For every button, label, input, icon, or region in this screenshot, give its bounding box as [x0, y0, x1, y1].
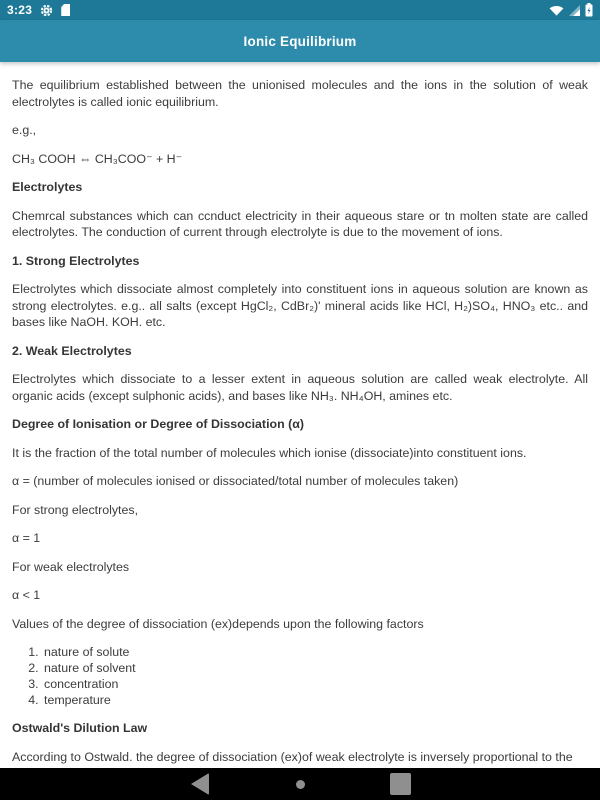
- degree-of-ionisation-heading: Degree of Ionisation or Degree of Dissociation (α): [12, 417, 304, 431]
- factors-list: [12, 644, 588, 708]
- content-area[interactable]: [0, 62, 600, 768]
- ostwald-heading: Ostwald's Dilution Law: [12, 721, 148, 735]
- recents-icon: [390, 773, 411, 795]
- settings-gear-icon: [40, 4, 53, 17]
- weak-condition-label: For weak electrolytes: [12, 559, 130, 574]
- intro-paragraph: The equilibrium established between the unionised molecules and the ions in the solution of weak electrolytes is called ionic equilibrium.: [12, 78, 588, 109]
- strong-condition-value: α = 1: [12, 531, 41, 545]
- acetic-acid-formula: CH₃ COOH ⇔ CH₃COO⁻ + H⁻: [12, 151, 183, 166]
- list-item: 4. temperature: [42, 692, 588, 708]
- electrolytes-heading: Electrolytes: [12, 180, 83, 194]
- back-icon: [191, 773, 209, 795]
- wifi-icon: [549, 5, 564, 16]
- strong-electrolytes-heading: 1. Strong Electrolytes: [12, 253, 140, 268]
- list-item: 3. concentration: [42, 676, 588, 692]
- cell-signal-icon: [569, 5, 580, 16]
- home-button[interactable]: [250, 768, 350, 800]
- ostwald-paragraph: According to Ostwald. the degree of dissociation (ex)of weak electrolyte is inversely proportional to the: [12, 749, 573, 764]
- alpha-definition: α = (number of molecules ionised or dissociated/total number of molecules taken): [12, 474, 459, 488]
- degree-definition-paragraph: It is the fraction of the total number of molecules which ionise (dissociate)into constituent ions.: [12, 445, 527, 460]
- factors-intro: Values of the degree of dissociation (ex)depends upon the following factors: [12, 616, 424, 631]
- home-icon: [296, 780, 305, 789]
- weak-electrolytes-paragraph: Electrolytes which dissociate to a lesser extent in aqueous solution are called weak electrolyte. All organic acids (except sulphonic acids), and bases like NH₃. NH₄OH, amines etc.: [12, 372, 588, 403]
- page-title: Ionic Equilibrium: [243, 33, 357, 49]
- clock: 3:23: [7, 3, 33, 17]
- recents-button[interactable]: [350, 768, 450, 800]
- electrolytes-paragraph: Chemrcal substances which can ccnduct electricity in their aqueous stare or tn molten state are called electrolytes. The conduction of current through electrolyte is due to the movement of ions.: [12, 208, 588, 239]
- weak-condition-value: α < 1: [12, 588, 41, 602]
- list-item: 2. nature of solvent: [42, 660, 588, 676]
- strong-condition-label: For strong electrolytes,: [12, 502, 139, 517]
- navigation-bar: [0, 768, 600, 800]
- battery-charging-icon: [585, 3, 593, 17]
- status-bar-left: [7, 3, 70, 17]
- back-button[interactable]: [150, 768, 250, 800]
- weak-electrolytes-heading: 2. Weak Electrolytes: [12, 343, 132, 358]
- sd-card-icon: [61, 4, 70, 16]
- status-bar: [0, 0, 600, 20]
- list-item: 1. nature of solute: [42, 644, 588, 660]
- status-bar-right: [549, 3, 593, 17]
- example-label: e.g.,: [12, 123, 37, 137]
- strong-electrolytes-paragraph: Electrolytes which dissociate almost completely into constituent ions in aqueous solution are known as strong electrolytes. e.g.. all salts (except HgCl₂, CdBr₂)' mineral acids like HCl, H₂)SO₄, HNO₃ etc.. and bases like NaOH. KOH. etc.: [12, 282, 588, 329]
- app-bar: [0, 20, 600, 62]
